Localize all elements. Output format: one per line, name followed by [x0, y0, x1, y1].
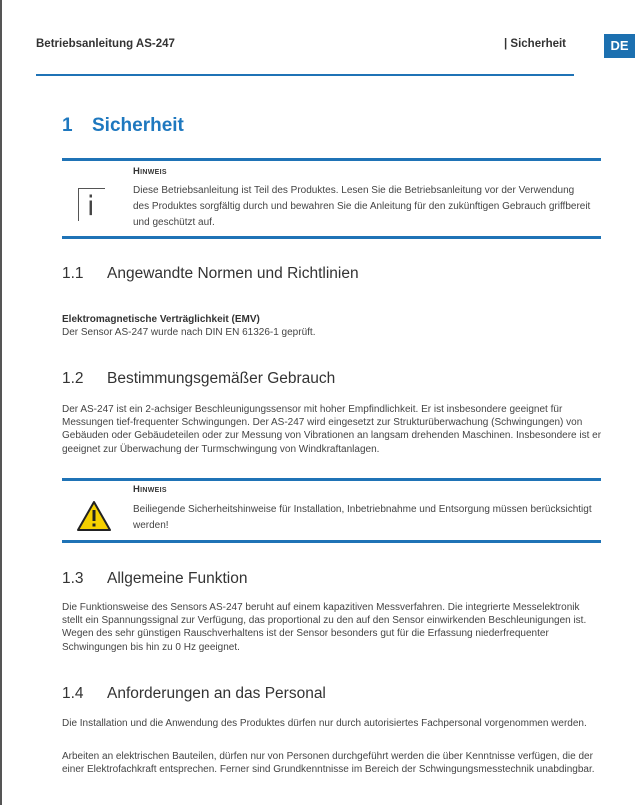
notice-text: Beiliegende Sicherheitshinweise für Installation, Inbetriebnahme und Entsorgung müssen berücksichtigt werden!	[133, 504, 592, 531]
section-heading-1-2	[62, 370, 335, 388]
notice-bottom-rule	[62, 236, 601, 239]
header-doc-title: Betriebsanleitung AS-247	[36, 38, 175, 50]
paragraph: Der AS-247 ist ein 2-achsiger Beschleunigungssensor mit hoher Empfindlichkeit. Er ist insbesondere geeignet für Messungen tief-frequenter Schwingungen. Der AS-247 wird eingesetzt zur Strukturüberwachung (Schwingungen) von Gebäuden oder Gebäudeteilen oder zur Messung von Vibrationen an langsam drehenden Maschinen. Insbesondere ist er geeignet zur Überwachung der Turmschwingung von Windkraftanlagen.	[62, 404, 602, 455]
subheading-emv: Elektromagnetische Verträglichkeit (EMV)	[62, 314, 260, 325]
chapter-number: 1	[62, 115, 73, 136]
notice-title: Hinweis	[133, 484, 167, 495]
page-edge-rule	[0, 0, 2, 805]
warning-icon	[76, 500, 112, 532]
notice-title: Hinweis	[133, 166, 167, 177]
notice-box-warning	[62, 478, 601, 544]
section-number: 1.3	[62, 570, 84, 587]
section-number: 1.2	[62, 370, 84, 387]
section-1-1-body	[62, 313, 602, 339]
language-tab: DE	[604, 34, 635, 58]
section-title: Angewandte Normen und Richtlinien	[107, 265, 359, 282]
paragraph: Arbeiten an elektrischen Bauteilen, dürfen nur von Personen durchgeführt werden die über Kenntnisse verfügen, die der einer Elektrofachkraft entsprechen. Ferner sind Grundkenntnisse im Bereich der Schwingungsmesstechnik unabdingbar.	[62, 751, 595, 776]
section-heading-1-3	[62, 570, 247, 588]
notice-top-rule	[62, 478, 601, 481]
section-number: 1.4	[62, 685, 84, 702]
section-heading-1-1	[62, 265, 359, 283]
section-title: Bestimmungsgemäßer Gebrauch	[107, 370, 336, 387]
section-number: 1.1	[62, 265, 84, 282]
section-heading-1-4	[62, 685, 326, 703]
header-section-label: | Sicherheit	[504, 38, 567, 50]
paragraph: Die Installation und die Anwendung des Produktes dürfen nur durch autorisiertes Fachpersonal vorgenommen werden.	[62, 718, 587, 729]
header-rule	[36, 74, 574, 76]
info-icon: i	[78, 188, 105, 221]
chapter-heading	[62, 115, 184, 137]
notice-text: Diese Betriebsanleitung ist Teil des Produktes. Lesen Sie die Betriebsanleitung vor der Verwendung des Produktes sorgfältig durch und bewahren Sie die Anleitung für den zukünftigen Gebrauch griffbereit und geschützt auf.	[133, 185, 591, 228]
notice-top-rule	[62, 158, 601, 161]
section-title: Allgemeine Funktion	[107, 570, 248, 587]
paragraph: Der Sensor AS-247 wurde nach DIN EN 61326-1 geprüft.	[62, 327, 316, 339]
section-title: Anforderungen an das Personal	[107, 685, 326, 702]
notice-box-info	[62, 158, 601, 240]
notice-bottom-rule	[62, 540, 601, 543]
chapter-title: Sicherheit	[92, 115, 184, 136]
paragraph: Die Funktionsweise des Sensors AS-247 beruht auf einem kapazitiven Messverfahren. Die integrierte Messelektronik stellt ein Spannungssignal zur Verfügung, das proportional zu den auf den Sensor einwirkenden Beschleunigungen ist. Wegen des sehr günstigen Rauschverhaltens ist der Sensor besonders gut für die Erfassung niederfrequenter Schwingungen bis hin zu 0 Hz geeignet.	[62, 602, 587, 653]
